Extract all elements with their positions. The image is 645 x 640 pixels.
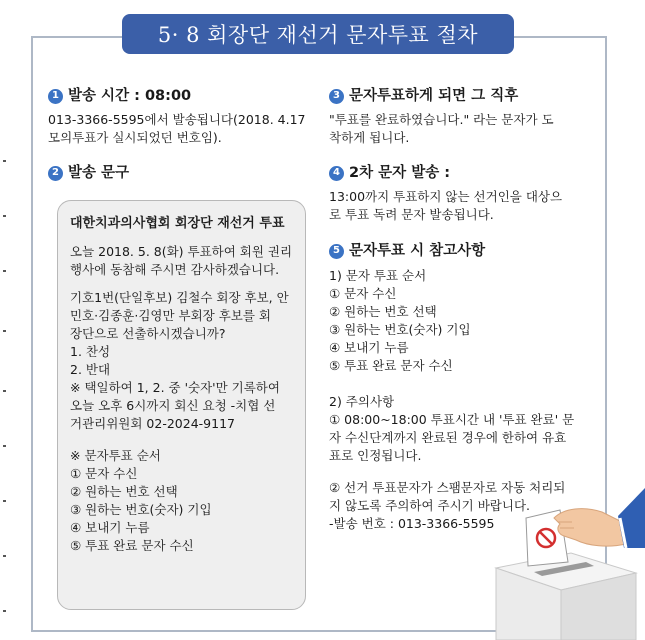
section-body: "투표를 완료하였습니다." 라는 문자가 도 착하게 됩니다. bbox=[329, 112, 554, 145]
list-item: ⑤ 투표 완료 문자 수신 bbox=[329, 358, 453, 373]
message-intro: 오늘 2018. 5. 8(화) 투표하여 회원 권리 행사에 동참해 주시면 감사하겠습니다. bbox=[70, 244, 293, 277]
section-body: 13:00까지 투표하지 않는 선거인을 대상으 로 투표 독려 문자 발송됩니다. bbox=[329, 189, 563, 222]
section-send-time bbox=[48, 86, 318, 147]
ballot-box-icon bbox=[496, 553, 636, 640]
order-title: ※ 문자투표 순서 bbox=[70, 448, 161, 463]
page-title: 5· 8 회장단 재선거 문자투표 절차 bbox=[122, 14, 514, 54]
order-title: 1) 문자 투표 순서 bbox=[329, 268, 427, 283]
number-badge: 3 bbox=[329, 89, 344, 104]
section-heading: 발송 시간 : 08:00 bbox=[68, 88, 192, 104]
list-item: ② 원하는 번호 선택 bbox=[329, 304, 437, 319]
message-title: 대한치과의사협회 회장단 재선거 투표 bbox=[70, 216, 285, 231]
list-item: ① 문자 수신 bbox=[70, 466, 138, 481]
section-message-text bbox=[48, 163, 318, 183]
option-reject: 2. 반대 bbox=[70, 362, 111, 377]
ballot-illustration bbox=[476, 478, 645, 640]
section-after-vote bbox=[329, 86, 604, 147]
section-heading: 문자투표하게 되면 그 직후 bbox=[349, 88, 519, 104]
caution-item: ② 선거 투표문자가 스팸문자로 자동 처리되 지 않도록 주의하여 주시기 바랍니다. -발송 번호 : 013-3366-5595 bbox=[329, 480, 566, 531]
list-item: ① 문자 수신 bbox=[329, 286, 397, 301]
list-item: ④ 보내기 누름 bbox=[329, 340, 409, 355]
message-question: 기호1번(단일후보) 김철수 회장 후보, 안 민호·김종훈·김영만 부회장 후보를 회 장단으로 선출하시겠습니까? bbox=[70, 290, 289, 341]
section-second-message bbox=[329, 163, 604, 224]
hand-icon bbox=[554, 488, 645, 548]
section-heading: 2차 문자 발송 : bbox=[349, 165, 451, 181]
section-body: 013-3366-5595에서 발송됩니다(2018. 4.17 모의투표가 실시되었던 번호임). bbox=[48, 112, 306, 145]
list-item: ③ 원하는 번호(숫자) 기입 bbox=[329, 322, 471, 337]
list-item: ⑤ 투표 완료 문자 수신 bbox=[70, 538, 194, 553]
section-heading: 발송 문구 bbox=[68, 165, 130, 181]
caution-title: 2) 주의사항 bbox=[329, 394, 395, 409]
number-badge: 2 bbox=[48, 166, 63, 181]
caution-item: ① 08:00~18:00 투표시간 내 '투표 완료' 문 자 수신단계까지 완료된 경우에 한하여 유효 표로 인정됩니다. bbox=[329, 412, 575, 463]
list-item: ④ 보내기 누름 bbox=[70, 520, 150, 535]
message-box bbox=[57, 200, 306, 610]
number-badge: 4 bbox=[329, 166, 344, 181]
list-item: ③ 원하는 번호(숫자) 기입 bbox=[70, 502, 212, 517]
left-margin-ticks bbox=[0, 0, 10, 640]
option-approve: 1. 찬성 bbox=[70, 344, 111, 359]
message-note: ※ 택일하여 1, 2. 중 '숫자'만 기록하여 오늘 오후 6시까지 회신 요청 -치협 선 거관리위원회 02-2024-9117 bbox=[70, 380, 280, 431]
section-heading: 문자투표 시 참고사항 bbox=[349, 243, 486, 259]
number-badge: 1 bbox=[48, 89, 63, 104]
number-badge: 5 bbox=[329, 244, 344, 259]
list-item: ② 원하는 번호 선택 bbox=[70, 484, 178, 499]
